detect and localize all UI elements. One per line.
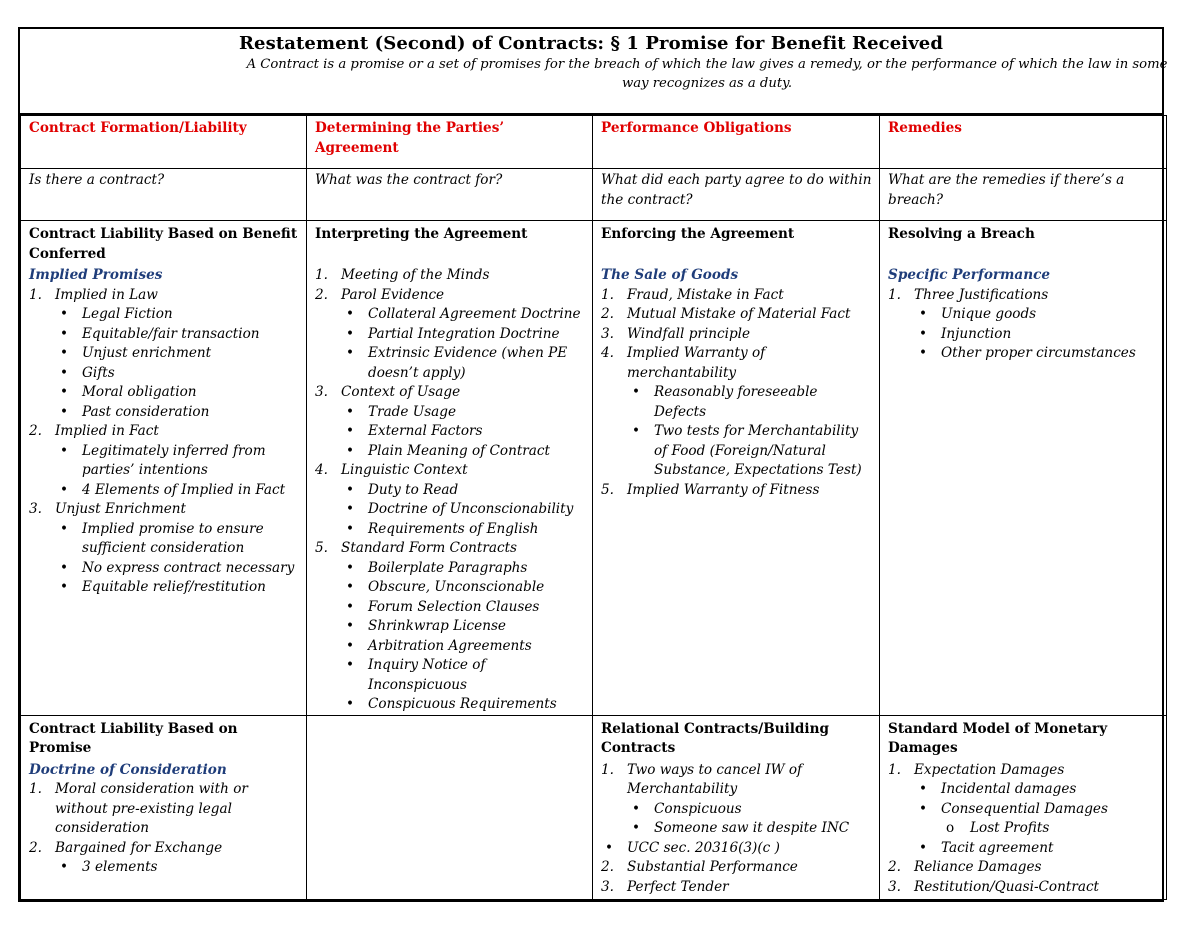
bullet-item: • Plain Meaning of Contract <box>346 442 550 459</box>
content-cell <box>307 264 593 715</box>
row1-title-row <box>21 221 1167 265</box>
content-cell <box>593 264 880 715</box>
bullet-item: • Tacit agreement <box>919 839 1054 856</box>
content-cell <box>21 759 307 900</box>
bullet-item: • Boilerplate Paragraphs <box>346 559 528 576</box>
bullet-item: • No express contract necessary <box>60 559 295 576</box>
section-heading: The Sale of Goods <box>601 267 739 283</box>
bullet-item: • Duty to Read <box>346 481 459 498</box>
numbered-item: 2. Substantial Performance <box>601 859 798 875</box>
numbered-item: 2. Bargained for Exchange <box>29 839 223 856</box>
bullet-item: • Inquiry Notice of Inconspicuous <box>346 657 486 693</box>
bullet-item: • Unjust enrichment <box>60 345 212 361</box>
question-cell: What was the contract for? <box>307 169 593 221</box>
numbered-item: 1. Expectation Damages <box>888 761 1065 778</box>
row-title: Contract Liability Based on Promise <box>21 715 307 759</box>
header-contract-formation: Contract Formation/Liability <box>21 116 307 169</box>
numbered-item: 1. Implied in Law <box>29 286 158 303</box>
content-cell <box>21 264 307 715</box>
bullet-item: • Moral obligation <box>60 384 197 400</box>
numbered-item: 1. Two ways to cancel IW of Merchantability <box>601 761 803 797</box>
numbered-item: 3. Unjust Enrichment <box>29 501 186 517</box>
bullet-item: • Incidental damages <box>919 781 1077 797</box>
question-cell: What did each party agree to do within the contract? <box>593 169 880 221</box>
numbered-item: 3. Windfall principle <box>601 325 751 342</box>
bullet-item: • Someone saw it despite INC <box>632 820 850 836</box>
bullet-item: • Legitimately inferred from parties’ intentions <box>60 442 266 478</box>
bullet-item: • Forum Selection Clauses <box>346 598 540 615</box>
numbered-item: 3. Context of Usage <box>315 384 461 400</box>
numbered-item: 2. Implied in Fact <box>29 423 159 439</box>
content-cell <box>880 759 1167 900</box>
numbered-item: 1. Three Justifications <box>888 286 1049 303</box>
row1-content-row <box>21 264 1167 715</box>
bullet-item: • Unique goods <box>919 306 1037 322</box>
page-title: Restatement (Second) of Contracts: § 1 Promise for Benefit Received <box>238 33 943 54</box>
bullet-item: • Injunction <box>919 325 1012 342</box>
numbered-item: 2. Parol Evidence <box>315 286 445 303</box>
header-performance-obligations: Performance Obligations <box>593 116 880 169</box>
content-cell <box>880 264 1167 715</box>
bullet-item: • External Factors <box>346 423 483 439</box>
section-heading: Specific Performance <box>888 267 1051 283</box>
bullet-item: • 3 elements <box>60 859 158 875</box>
row-title: Relational Contracts/Building Contracts <box>593 715 880 759</box>
header-remedies: Remedies <box>880 116 1167 169</box>
bullet-item: • Reasonably foreseeable Defects <box>632 384 818 420</box>
bullet-item: • Two tests for Merchantability of Food (Foreign/Natural Substance, Expectations Test) <box>632 423 862 478</box>
numbered-item: 4. Linguistic Context <box>315 462 468 478</box>
row-title: Enforcing the Agreement <box>593 221 880 265</box>
row-title: Contract Liability Based on Benefit Conferred <box>21 221 307 265</box>
numbered-item: 2. Reliance Damages <box>888 859 1042 875</box>
bullet-item: • Shrinkwrap License <box>346 618 506 634</box>
bullet-item: • Collateral Agreement Doctrine <box>346 306 581 322</box>
bullet-item: • Implied promise to ensure sufficient consideration <box>60 520 264 556</box>
bullet-item: • Equitable/fair transaction <box>60 325 260 342</box>
numbered-item: 3. Restitution/Quasi-Contract <box>888 878 1100 895</box>
bullet-item: • Conspicuous <box>632 800 742 817</box>
sub-bullet-item: o Lost Profits <box>946 820 1050 836</box>
numbered-item: 1. Fraud, Mistake in Fact <box>601 286 784 303</box>
bullet-item: • Extrinsic Evidence (when PE doesn’t apply) <box>346 345 568 381</box>
header-parties-agreement: Determining the Parties’ Agreement <box>307 116 593 169</box>
numbered-item: 4. Implied Warranty of merchantability <box>601 345 766 381</box>
bullet-item: • Other proper circumstances <box>919 345 1136 361</box>
numbered-item: 1. Moral consideration with or without pre-existing legal consideration <box>29 781 248 836</box>
content-cell <box>593 759 880 900</box>
row-title <box>307 715 593 759</box>
bullet-item: • Requirements of English <box>346 520 539 537</box>
bullet-item: • Consequential Damages <box>919 800 1108 817</box>
bullet-item: • Gifts <box>60 364 115 381</box>
empty-cell <box>307 759 593 900</box>
bullet-item: • UCC sec. 20316(3)(c ) <box>605 839 780 856</box>
numbered-item: 5. Implied Warranty of Fitness <box>601 481 820 498</box>
numbered-item: 1. Meeting of the Minds <box>315 267 490 283</box>
numbered-item: 5. Standard Form Contracts <box>315 540 518 556</box>
contract-definition: A Contract is a promise or a set of promises for the breach of which the law gives a remedy, or the performance of which the law in some way recognizes as a duty. <box>246 57 1168 91</box>
bullet-item: • Equitable relief/restitution <box>60 579 266 595</box>
header-row <box>21 116 1167 169</box>
section-heading: Doctrine of Consideration <box>29 761 227 778</box>
row2-content-row <box>21 759 1167 900</box>
row2-title-row <box>21 715 1167 759</box>
bullet-item: • Arbitration Agreements <box>346 637 532 654</box>
row-title: Resolving a Breach <box>880 221 1167 265</box>
contracts-outline-table <box>18 27 1168 902</box>
bullet-item: • Conspicuous Requirements <box>346 696 557 712</box>
bullet-item: • Obscure, Unconscionable <box>346 579 545 595</box>
question-cell: What are the remedies if there’s a breach? <box>880 169 1167 221</box>
bullet-item: • Trade Usage <box>346 403 457 420</box>
bullet-item: • Legal Fiction <box>60 306 173 322</box>
bullet-item: • 4 Elements of Implied in Fact <box>60 481 286 498</box>
outline-grid <box>20 115 1167 900</box>
numbered-item: 3. Perfect Tender <box>601 878 729 895</box>
title-box <box>20 29 1168 115</box>
question-cell: Is there a contract? <box>21 169 307 221</box>
question-row <box>21 169 1167 221</box>
section-heading: Implied Promises <box>29 267 163 283</box>
row-title: Standard Model of Monetary Damages <box>880 715 1167 759</box>
row-title: Interpreting the Agreement <box>307 221 593 265</box>
bullet-item: • Doctrine of Unconscionability <box>346 501 574 517</box>
numbered-item: 2. Mutual Mistake of Material Fact <box>601 306 851 322</box>
bullet-item: • Partial Integration Doctrine <box>346 325 560 342</box>
bullet-item: • Past consideration <box>60 403 210 420</box>
